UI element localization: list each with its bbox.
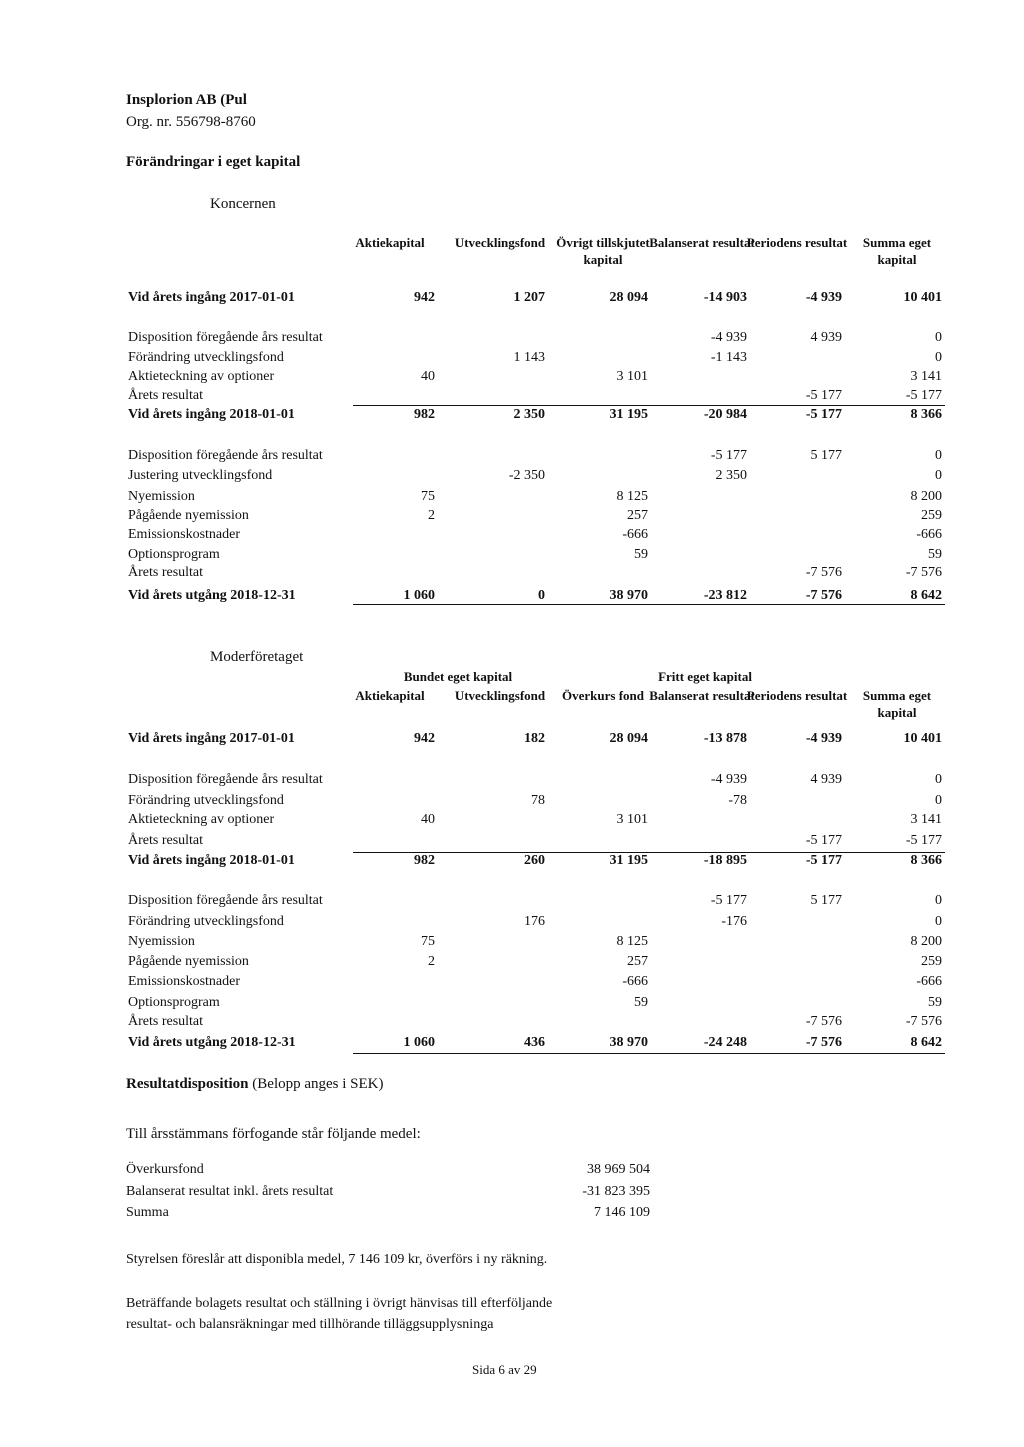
table-cell: 28 094 (609, 290, 648, 305)
page-number: Sida 6 av 29 (472, 1362, 537, 1377)
table-cell: -1 143 (710, 350, 747, 365)
table-cell: -7 576 (805, 1014, 842, 1029)
table-cell: 0 (935, 468, 942, 483)
balance-row-label: Vid årets ingång 2018-01-01 (128, 853, 295, 868)
table-cell: -14 903 (703, 290, 747, 305)
table-cell: 1 143 (513, 350, 545, 365)
disposition-intro: Till årsstämmans förfogande står följande medel: (126, 1126, 421, 1142)
row-label: Disposition föregående års resultat (128, 448, 323, 463)
table-cell: 982 (414, 407, 435, 422)
disposition-item-value: 7 146 109 (594, 1205, 650, 1220)
table-cell: 1 207 (513, 290, 545, 305)
table-cell: 182 (524, 731, 545, 746)
disposition-title: Resultatdisposition (126, 1076, 249, 1092)
table-cell: -5 177 (905, 833, 942, 848)
table-cell: -666 (622, 974, 648, 989)
row-label: Förändring utvecklingsfond (128, 350, 284, 365)
table-cell: 982 (414, 853, 435, 868)
disposition-item-label: Summa (126, 1205, 169, 1220)
column-header: Balanserat resultat (649, 235, 755, 250)
row-label: Disposition föregående års resultat (128, 772, 323, 787)
table-cell: -78 (728, 793, 747, 808)
table-cell: 2 (428, 954, 435, 969)
bound-equity-header: Bundet eget kapital (403, 669, 513, 684)
table-cell: 176 (524, 914, 545, 929)
table-rule (353, 1053, 945, 1054)
table-cell: 3 101 (616, 812, 648, 827)
column-header: Periodens resultat (746, 688, 848, 703)
table-cell: -18 895 (703, 853, 747, 868)
disposition-item-label: Överkursfond (126, 1162, 204, 1177)
table-cell: 0 (935, 330, 942, 345)
table-cell: -4 939 (805, 731, 842, 746)
table-cell: 8 200 (910, 934, 942, 949)
table-cell: 260 (524, 853, 545, 868)
table-cell: -5 177 (710, 893, 747, 908)
table-cell: -666 (916, 974, 942, 989)
table-cell: -4 939 (805, 290, 842, 305)
table-rule (353, 852, 945, 853)
column-header: Utvecklingsfond (454, 688, 546, 703)
table-cell: -7 576 (805, 565, 842, 580)
table-cell: 1 060 (403, 588, 435, 603)
row-label: Förändring utvecklingsfond (128, 914, 284, 929)
table-cell: 38 970 (609, 1035, 648, 1050)
table-cell: -4 939 (710, 330, 747, 345)
table-cell: 8 125 (616, 934, 648, 949)
table-cell: 2 350 (513, 407, 545, 422)
table-cell: -4 939 (710, 772, 747, 787)
table-cell: 59 (634, 995, 648, 1010)
table-cell: 259 (921, 954, 942, 969)
row-label: Optionsprogram (128, 995, 220, 1010)
column-header: Summa eget kapital (862, 235, 932, 267)
row-label: Justering utvecklingsfond (128, 468, 273, 483)
row-label: Optionsprogram (128, 547, 220, 562)
row-label: Årets resultat (128, 1014, 204, 1029)
disposition-heading (126, 1076, 384, 1093)
table-cell: -7 576 (805, 588, 842, 603)
table-cell: -666 (916, 527, 942, 542)
section-title: Förändringar i eget kapital (126, 154, 301, 170)
column-header: Periodens resultat (746, 235, 848, 250)
table-cell: 0 (935, 914, 942, 929)
table-cell: -13 878 (703, 731, 747, 746)
column-header: Aktiekapital (355, 235, 425, 250)
table-cell: 0 (935, 350, 942, 365)
disposition-subtitle: (Belopp anges i SEK) (252, 1076, 384, 1092)
row-label: Årets resultat (128, 565, 204, 580)
row-label: Nyemission (128, 489, 195, 504)
row-label: Emissionskostnader (128, 527, 240, 542)
balance-row-label: Vid årets ingång 2018-01-01 (128, 407, 295, 422)
table-cell: 0 (935, 893, 942, 908)
table-cell: 0 (935, 448, 942, 463)
table-cell: -5 177 (805, 388, 842, 403)
table-cell: 942 (414, 290, 435, 305)
row-label: Disposition föregående års resultat (128, 330, 323, 345)
table-cell: 38 970 (609, 588, 648, 603)
table-cell: 4 939 (810, 772, 842, 787)
column-header: Balanserat resultat (649, 688, 755, 703)
table-cell: 59 (634, 547, 648, 562)
balance-row-label: Vid årets ingång 2017-01-01 (128, 290, 295, 305)
table-cell: 8 642 (910, 588, 942, 603)
table-cell: 0 (935, 793, 942, 808)
row-label: Förändring utvecklingsfond (128, 793, 284, 808)
disposition-item-label: Balanserat resultat inkl. årets resultat (126, 1184, 334, 1199)
free-equity-header: Fritt eget kapital (658, 669, 752, 684)
table-cell: 2 (428, 508, 435, 523)
row-label: Aktieteckning av optioner (128, 369, 275, 384)
table-cell: -5 177 (905, 388, 942, 403)
row-label: Emissionskostnader (128, 974, 240, 989)
table-cell: 40 (421, 369, 435, 384)
table-cell: 257 (627, 954, 648, 969)
table-cell: 3 101 (616, 369, 648, 384)
table-rule (353, 405, 945, 406)
table-cell: 3 141 (910, 369, 942, 384)
column-header: Överkurs fond (562, 688, 644, 703)
table-cell: 8 366 (910, 407, 942, 422)
row-label: Nyemission (128, 934, 195, 949)
table-cell: 1 060 (403, 1035, 435, 1050)
table-cell: 40 (421, 812, 435, 827)
note-line-2: resultat- och balansräkningar med tillhörande tilläggsupplysninga (126, 1317, 494, 1332)
parent-title: Moderföretaget (210, 649, 304, 665)
table-cell: -23 812 (703, 588, 747, 603)
table-cell: -666 (622, 527, 648, 542)
disposition-item-value: -31 823 395 (582, 1184, 650, 1199)
column-header: Aktiekapital (355, 688, 425, 703)
table-cell: 10 401 (903, 290, 942, 305)
row-label: Pågående nyemission (128, 508, 249, 523)
table-cell: 2 350 (715, 468, 747, 483)
table-cell: 75 (421, 489, 435, 504)
table-rule (353, 604, 945, 605)
company-name: Insplorion AB (Pul (126, 92, 247, 108)
column-header: Utvecklingsfond (454, 235, 546, 250)
note-line-1: Beträffande bolagets resultat och ställning i övrigt hänvisas till efterföljande (126, 1296, 553, 1311)
row-label: Disposition föregående års resultat (128, 893, 323, 908)
table-cell: 75 (421, 934, 435, 949)
table-cell: -20 984 (703, 407, 747, 422)
column-header: Övrigt tillskjutet kapital (556, 235, 650, 267)
table-cell: -5 177 (805, 853, 842, 868)
table-cell: -176 (721, 914, 747, 929)
column-header: Summa eget kapital (862, 688, 932, 720)
table-cell: 8 366 (910, 853, 942, 868)
disposition-item-value: 38 969 504 (587, 1162, 650, 1177)
table-cell: 10 401 (903, 731, 942, 746)
table-cell: 59 (928, 547, 942, 562)
table-cell: 4 939 (810, 330, 842, 345)
table-cell: 5 177 (810, 893, 842, 908)
table-cell: -5 177 (805, 407, 842, 422)
table-cell: -5 177 (805, 833, 842, 848)
table-cell: 259 (921, 508, 942, 523)
table-cell: 257 (627, 508, 648, 523)
group-title: Koncernen (210, 196, 276, 212)
table-cell: 8 125 (616, 489, 648, 504)
table-cell: -7 576 (905, 565, 942, 580)
table-cell: -2 350 (508, 468, 545, 483)
balance-row-label: Vid årets utgång 2018-12-31 (128, 1035, 296, 1050)
table-cell: 28 094 (609, 731, 648, 746)
row-label: Årets resultat (128, 388, 204, 403)
board-proposal: Styrelsen föreslår att disponibla medel, 7 146 109 kr, överförs i ny räkning. (126, 1252, 548, 1267)
table-cell: 78 (531, 793, 545, 808)
balance-row-label: Vid årets ingång 2017-01-01 (128, 731, 295, 746)
balance-row-label: Vid årets utgång 2018-12-31 (128, 588, 296, 603)
row-label: Årets resultat (128, 833, 204, 848)
table-cell: 3 141 (910, 812, 942, 827)
org-number: Org. nr. 556798-8760 (126, 114, 256, 130)
row-label: Pågående nyemission (128, 954, 249, 969)
table-cell: 942 (414, 731, 435, 746)
table-cell: 436 (524, 1035, 545, 1050)
table-cell: 0 (935, 772, 942, 787)
table-cell: -7 576 (905, 1014, 942, 1029)
table-cell: 59 (928, 995, 942, 1010)
table-cell: 31 195 (609, 853, 648, 868)
table-cell: 0 (538, 588, 545, 603)
row-label: Aktieteckning av optioner (128, 812, 275, 827)
table-cell: -5 177 (710, 448, 747, 463)
table-cell: 8 200 (910, 489, 942, 504)
table-cell: -7 576 (805, 1035, 842, 1050)
table-cell: 31 195 (609, 407, 648, 422)
table-cell: 5 177 (810, 448, 842, 463)
table-cell: 8 642 (910, 1035, 942, 1050)
table-cell: -24 248 (703, 1035, 747, 1050)
